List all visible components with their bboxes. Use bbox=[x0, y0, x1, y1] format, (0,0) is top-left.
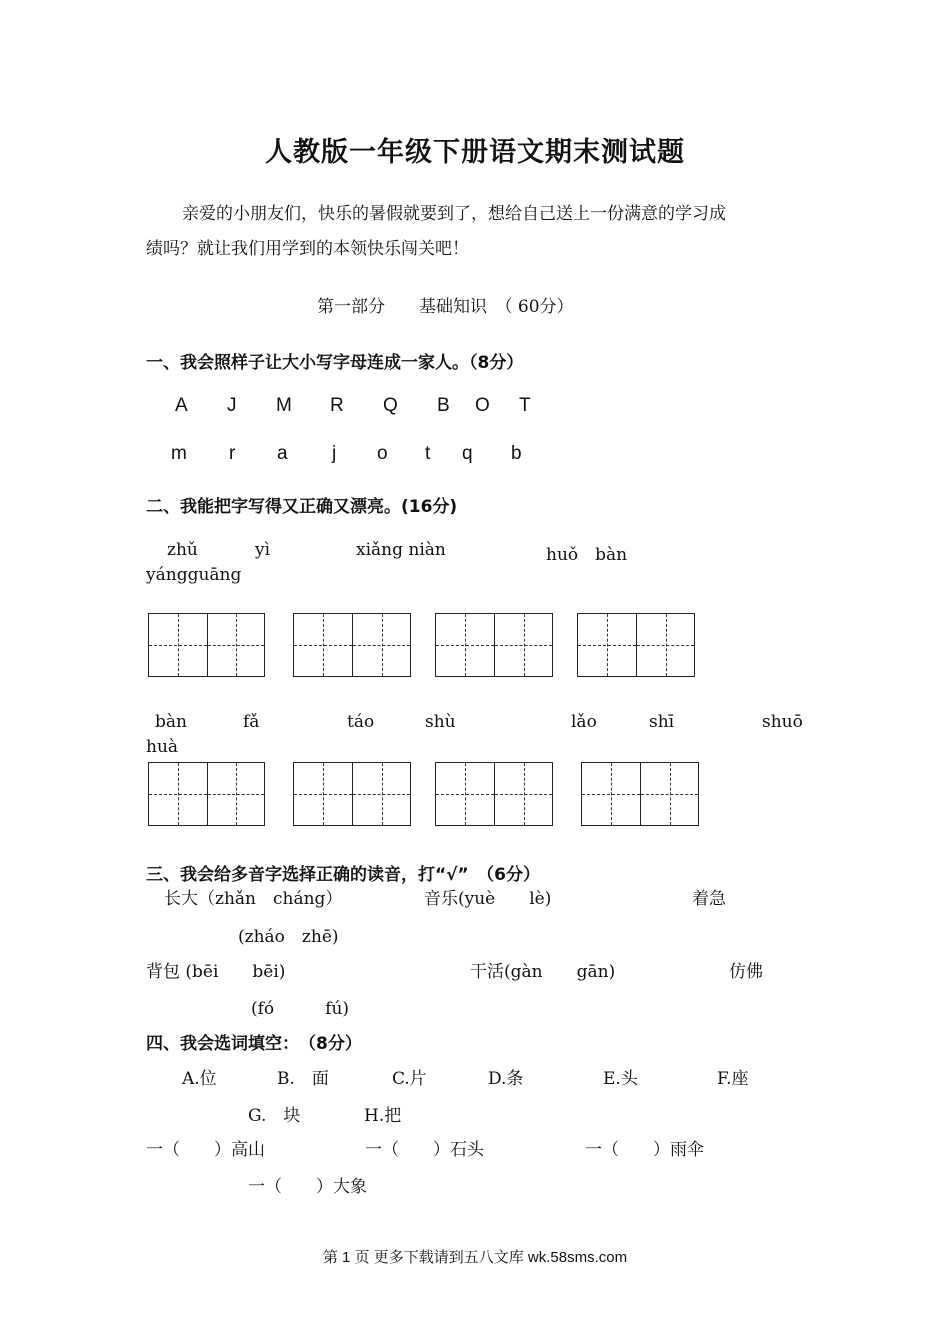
q4-heading: 四、我会选词填空： （8分） bbox=[146, 1034, 362, 1054]
pinyin-label: huà bbox=[146, 737, 179, 757]
word-option: E.头 bbox=[603, 1069, 638, 1089]
word-option: B. 面 bbox=[277, 1069, 329, 1089]
polyphone-item: 背包 (bēi bēi) bbox=[146, 962, 286, 982]
writing-grid[interactable] bbox=[148, 613, 265, 677]
writing-grid[interactable] bbox=[435, 613, 553, 677]
upper-letter: B bbox=[437, 395, 450, 416]
upper-letter: O bbox=[475, 395, 490, 416]
q1-heading: 一、我会照样子让大小写字母连成一家人。（8分） bbox=[146, 353, 524, 373]
lower-letter: t bbox=[425, 443, 431, 464]
pinyin-label: shù bbox=[425, 712, 456, 732]
intro-line-2: 绩吗？就让我们用学到的本领快乐闯关吧！ bbox=[146, 239, 469, 259]
lower-letter: r bbox=[229, 443, 236, 464]
word-option: D.条 bbox=[488, 1069, 524, 1089]
pinyin-label: xiǎng niàn bbox=[356, 540, 446, 560]
pinyin-label: shuō bbox=[762, 712, 803, 732]
writing-grid[interactable] bbox=[577, 613, 695, 677]
polyphone-item: 长大（zhǎn cháng） bbox=[164, 889, 343, 909]
polyphone-item: (fó fú) bbox=[251, 999, 350, 1019]
pinyin-label: fǎ bbox=[243, 712, 260, 732]
polyphone-item: 仿佛 bbox=[729, 962, 763, 982]
pinyin-label: bàn bbox=[155, 712, 187, 732]
upper-letter: A bbox=[175, 395, 188, 416]
polyphone-item: (zháo zhē) bbox=[238, 927, 339, 947]
pinyin-label: yángguāng bbox=[146, 565, 242, 585]
word-option: C.片 bbox=[392, 1069, 427, 1089]
polyphone-item: 音乐(yuè lè) bbox=[424, 889, 552, 909]
pinyin-label: zhǔ bbox=[167, 540, 198, 560]
lower-letter: m bbox=[171, 443, 187, 464]
q3-heading: 三、我会给多音字选择正确的读音，打“√” （6分） bbox=[146, 865, 541, 885]
upper-letter: M bbox=[276, 395, 292, 416]
pinyin-label: yì bbox=[255, 540, 271, 560]
fill-blank-item[interactable]: 一（ ）石头 bbox=[365, 1140, 484, 1160]
word-option: G. 块 bbox=[248, 1106, 301, 1126]
lower-letter: q bbox=[462, 443, 473, 464]
fill-blank-item[interactable]: 一（ ）高山 bbox=[146, 1140, 265, 1160]
q2-heading: 二、我能把字写得又正确又漂亮。(16分) bbox=[146, 497, 458, 517]
word-option: A.位 bbox=[182, 1069, 217, 1089]
polyphone-item: 干活(gàn gān) bbox=[470, 962, 616, 982]
pinyin-label: lǎo bbox=[571, 712, 597, 732]
part-heading: 第一部分 基础知识 （ 60分） bbox=[317, 297, 574, 317]
lower-letter: a bbox=[277, 443, 288, 464]
lower-letter: j bbox=[332, 443, 337, 464]
writing-grid[interactable] bbox=[581, 762, 699, 826]
pinyin-label: huǒ bàn bbox=[546, 545, 628, 565]
writing-grid[interactable] bbox=[293, 613, 411, 677]
intro-line-1: 亲爱的小朋友们，快乐的暑假就要到了，想给自己送上一份满意的学习成 bbox=[182, 204, 726, 224]
writing-grid[interactable] bbox=[293, 762, 411, 826]
word-option: H.把 bbox=[364, 1106, 402, 1126]
upper-letter: J bbox=[227, 395, 237, 416]
upper-letter: R bbox=[330, 395, 344, 416]
pinyin-label: shī bbox=[649, 712, 675, 732]
polyphone-item: 着急 bbox=[692, 889, 726, 909]
upper-letter: Q bbox=[383, 395, 398, 416]
lower-letter: o bbox=[377, 443, 388, 464]
page-title: 人教版一年级下册语文期末测试题 bbox=[265, 137, 685, 168]
writing-grid[interactable] bbox=[148, 762, 265, 826]
page-footer: 第 1 页 更多下载请到五八文库 wk.58sms.com bbox=[322, 1249, 628, 1266]
pinyin-label: táo bbox=[347, 712, 375, 732]
writing-grid[interactable] bbox=[435, 762, 553, 826]
lower-letter: b bbox=[511, 443, 522, 464]
fill-blank-item[interactable]: 一（ ）雨伞 bbox=[585, 1140, 704, 1160]
word-option: F.座 bbox=[717, 1069, 749, 1089]
fill-blank-item[interactable]: 一（ ）大象 bbox=[248, 1177, 367, 1197]
upper-letter: T bbox=[519, 395, 531, 416]
